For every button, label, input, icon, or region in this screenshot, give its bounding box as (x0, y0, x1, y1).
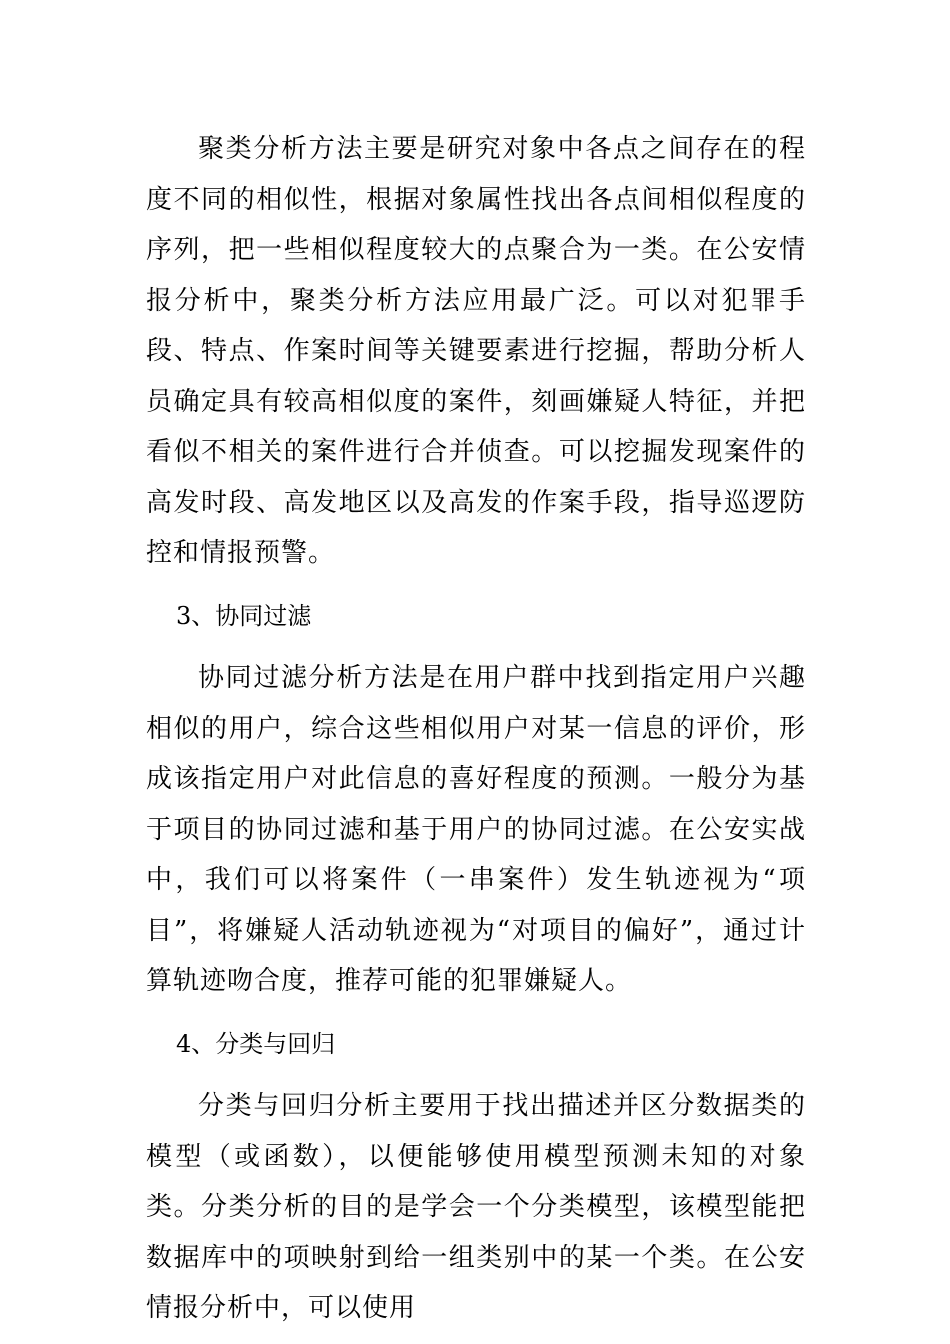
heading-classification-regression: 4、分类与回归 (176, 1029, 336, 1058)
paragraph-classification-regression: 分类与回归分析主要用于找出描述并区分数据类的模型（或函数），以便能够使用模型预测未知的对象类。分类分析的目的是学会一个分类模型，该模型能把数据库中的项映射到给一组类别中的某一个类。在公安情报分析中，可以使用 (146, 1091, 806, 1323)
heading-collaborative-filtering: 3、协同过滤 (176, 601, 312, 630)
paragraph-clustering: 聚类分析方法主要是研究对象中各点之间存在的程度不同的相似性，根据对象属性找出各点间相似程度的序列，把一些相似程度较大的点聚合为一类。在公安情报分析中，聚类分析方法应用最广泛。可以对犯罪手段、特点、作案时间等关键要素进行挖掘，帮助分析人员确定具有较高相似度的案件，刻画嫌疑人特征，并把看似不相关的案件进行合并侦查。可以挖掘发现案件的高发时段、高发地区以及高发的作案手段，指导巡逻防控和情报预警。 (146, 134, 806, 568)
paragraph-collaborative-filtering: 协同过滤分析方法是在用户群中找到指定用户兴趣相似的用户，综合这些相似用户对某一信息的评价，形成该指定用户对此信息的喜好程度的预测。一般分为基于项目的协同过滤和基于用户的协同过滤。在公安实战中，我们可以将案件（一串案件）发生轨迹视为“项目”，将嫌疑人活动轨迹视为“对项目的偏好”，通过计算轨迹吻合度，推荐可能的犯罪嫌疑人。 (146, 663, 806, 996)
document-page (146, 124, 806, 1334)
